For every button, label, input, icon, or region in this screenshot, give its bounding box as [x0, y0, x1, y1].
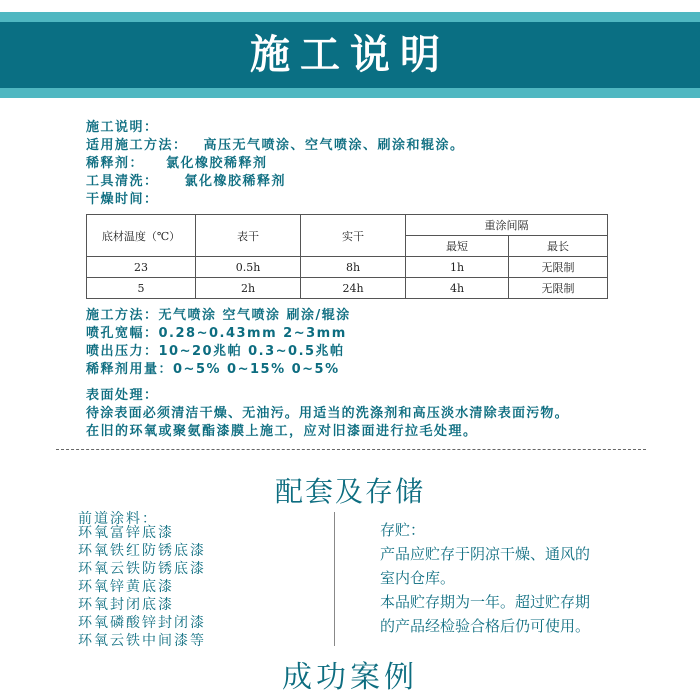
header-surface-dry: 表干	[196, 215, 301, 257]
cell-hard-dry: 24h	[301, 278, 406, 299]
header-recoat-interval: 重涂间隔	[406, 215, 608, 236]
cleaner-label: 工具清洗：	[86, 174, 159, 189]
param-method: 施工方法：无气喷涂 空气喷涂 刷涂/辊涂	[86, 308, 351, 323]
surface-label: 表面处理：	[86, 388, 159, 403]
method-label: 适用施工方法：	[86, 138, 188, 153]
header-min: 最短	[406, 236, 509, 257]
param-nozzle: 喷孔宽幅：0.28~0.43mm 2~3mm	[86, 326, 347, 341]
drying-time-table	[86, 214, 608, 299]
surface-line-1: 待涂表面必须清洁干燥、无油污。用适当的洗涤剂和高压淡水清除表面污物。	[86, 406, 569, 421]
header-stripe-bottom	[0, 88, 700, 98]
cell-max: 无限制	[509, 257, 608, 278]
cleaner-value: 氯化橡胶稀释剂	[184, 174, 287, 189]
storage-line: 本品贮存期为一年。超过贮存期	[380, 593, 591, 611]
table-header-row	[87, 215, 608, 236]
thinner-row	[86, 156, 268, 172]
storage-line: 的产品经检验合格后仍可使用。	[380, 617, 591, 635]
method-value: 高压无气喷涂、空气喷涂、刷涂和辊涂。	[203, 138, 465, 153]
section-divider	[56, 449, 646, 450]
matching-title: 配套及存储	[274, 475, 425, 508]
storage-line: 产品应贮存于阴凉干燥、通风的	[380, 545, 591, 563]
thinner-value: 氯化橡胶稀释剂	[166, 156, 268, 171]
list-item: 环氧锌黄底漆	[78, 579, 174, 595]
cell-temp: 23	[87, 257, 196, 278]
list-item: 环氧封闭底漆	[78, 597, 174, 613]
list-item: 环氧云铁中间漆等	[78, 633, 206, 649]
cleaner-row	[86, 174, 286, 190]
table-row	[87, 278, 608, 299]
surface-line-2: 在旧的环氧或聚氨酯漆膜上施工，应对旧漆面进行拉毛处理。	[86, 424, 478, 439]
method-row	[86, 138, 465, 154]
param-pressure: 喷出压力：10~20兆帕 0.3~0.5兆帕	[86, 344, 345, 359]
storage-text	[380, 542, 650, 638]
list-item: 环氧富锌底漆	[78, 525, 174, 541]
storage-line: 室内仓库。	[380, 569, 456, 587]
header-stripe-top	[0, 12, 700, 22]
list-item: 环氧云铁防锈底漆	[78, 561, 206, 577]
list-item: 环氧磷酸锌封闭漆	[78, 615, 206, 631]
cases-title: 成功案例	[282, 660, 418, 695]
cell-max: 无限制	[509, 278, 608, 299]
cell-min: 1h	[406, 257, 509, 278]
header-max: 最长	[509, 236, 608, 257]
cell-temp: 5	[87, 278, 196, 299]
cell-surface-dry: 2h	[196, 278, 301, 299]
drying-label: 干燥时间：	[86, 192, 159, 207]
header-substrate-temp: 底材温度（℃）	[87, 215, 196, 257]
construction-section-label: 施工说明：	[86, 120, 159, 135]
table-row	[87, 257, 608, 278]
column-divider	[334, 512, 335, 646]
thinner-label: 稀释剂：	[86, 156, 145, 171]
list-item: 环氧铁红防锈底漆	[78, 543, 206, 559]
cell-surface-dry: 0.5h	[196, 257, 301, 278]
header-hard-dry: 实干	[301, 215, 406, 257]
cell-hard-dry: 8h	[301, 257, 406, 278]
storage-label: 存贮：	[380, 521, 426, 539]
pre-coat-label: 前道涂料：	[78, 511, 158, 527]
pre-coat-list	[78, 524, 206, 650]
cell-min: 4h	[406, 278, 509, 299]
param-thinner-amount: 稀释剂用量：0~5% 0~15% 0~5%	[86, 362, 340, 377]
page-title: 施工说明	[250, 32, 450, 78]
